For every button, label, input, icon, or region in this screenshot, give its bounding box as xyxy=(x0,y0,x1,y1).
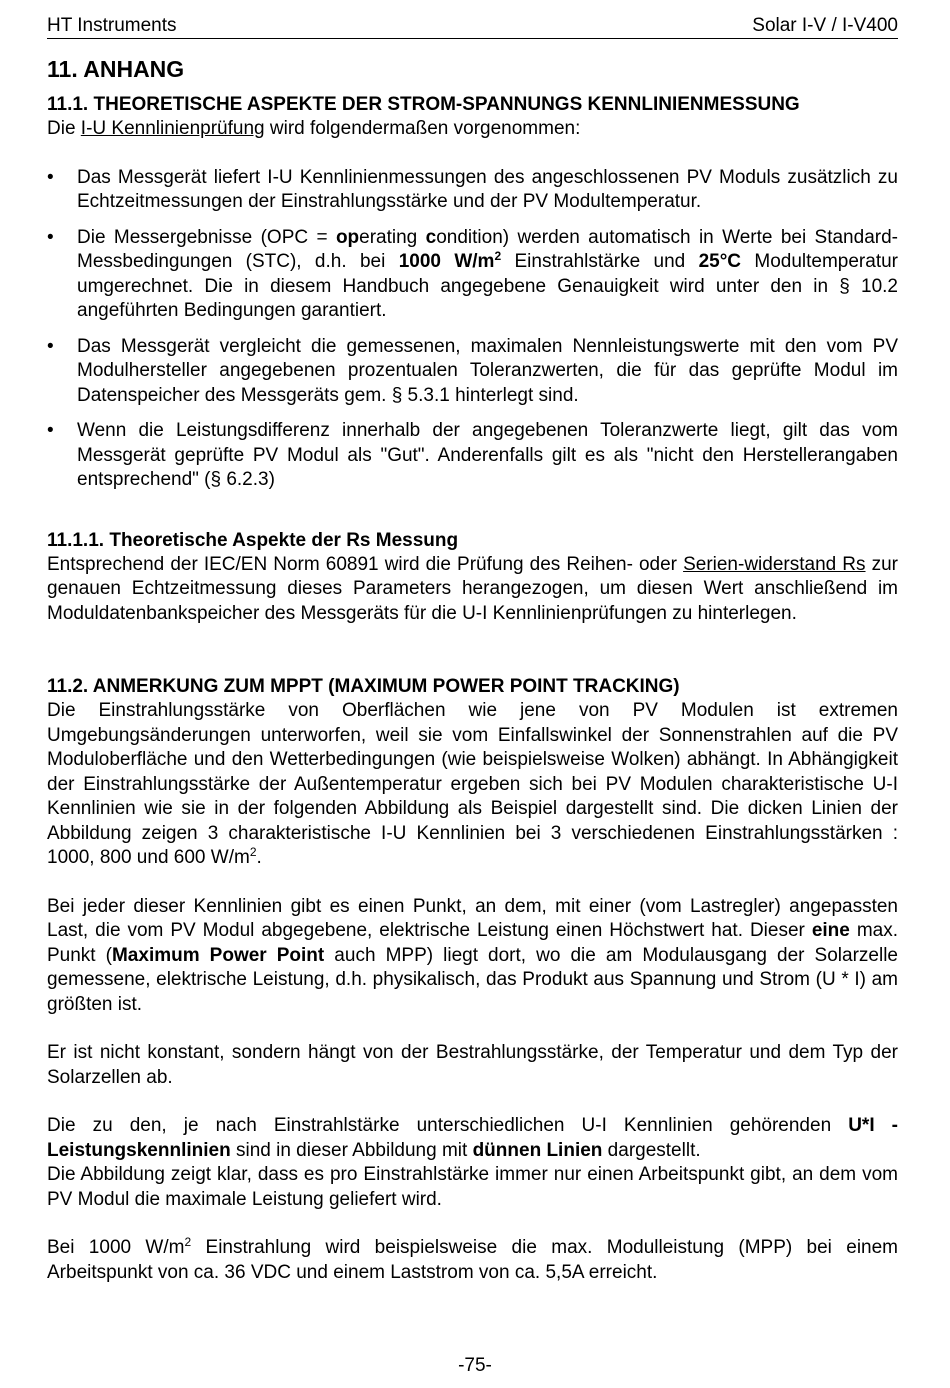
page-number: -75- xyxy=(458,1355,492,1376)
bullet-icon: • xyxy=(47,166,54,188)
bullet-icon: • xyxy=(47,335,54,357)
section-11-1-intro: Die I-U Kennlinienprüfung wird folgendermaßen vorgenommen: xyxy=(47,118,581,139)
header-right: Solar I-V / I-V400 xyxy=(752,15,898,36)
mppt-paragraph-5: Die Abbildung zeigt klar, dass es pro Einstrahlstärke immer nur einen Arbeitspunkt gibt, an dem vom PV Modul die maximale Leistung geliefert wird. xyxy=(47,1164,898,1210)
mppt-paragraph-1: Die Einstrahlungsstärke von Oberflächen wie jene von PV Modulen ist extremen Umgebungsänderungen unterworfen, weil sie vom Einfallswinkel der Sonnenstrahlen auf die PV Moduloberfläche und den Wetterbedingungen (wie beispielsweise Wolken) abhängt. In Abhängigkeit der Einstrahlungsstärke der Außentemperatur ergeben sich bei PV Modulen charakteristische U-I Kennlinien wie sie in der folgenden Abbildung als Beispiel dargestellt sind. Die dicken Linien der Abbildung zeigen 3 charakteristische I-U Kennlinien bei 3 verschiedenen Einstrahlungsstärken : 1000, 800 und 600 $W/m^2$. xyxy=(47,700,898,868)
mppt-paragraph-2: Bei jeder dieser Kennlinien gibt es einen Punkt, an dem, mit einer (vom Lastregler) angepassten Last, die vom PV Modul abgegebene, elektrische Leistung einen Höchstwert hat. Dieser eine max. Punkt (Maximum Power Point auch MPP) liegt dort, wo die am Modulausgang der Solarzelle gemessene, elektrische Leistung, d.h. physikalisch, das Produkt aus Spannung und Strom (U * I) am größten ist. xyxy=(47,895,898,1015)
chapter-title: 11. ANHANG xyxy=(47,56,185,82)
bullet-item-1: • Das Messgerät liefert I-U Kennlinienmessungen des angeschlossenen PV Moduls zusätzlich zu Echtzeitmessungen der Einstrahlungsstärke und der PV Modultemperatur. xyxy=(47,166,898,212)
iu-link-text: I-U Kennlinienprüfung xyxy=(80,118,265,139)
page-header xyxy=(47,14,898,39)
document-page xyxy=(47,14,898,1285)
mppt-paragraph-3: Er ist nicht konstant, sondern hängt von der Bestrahlungsstärke, der Temperatur und dem Typ der Solarzellen ab. xyxy=(47,1042,898,1088)
bullet-icon: • xyxy=(47,420,54,441)
bullet-item-3: • Das Messgerät vergleicht die gemessenen, maximalen Nennleistungswerte mit den vom PV Modulhersteller angegebenen prozentualen Toleranzwerten, die für das geprüfte Modul im Datenspeicher des Messgeräts gem. § 5.3.1 hinterlegt sind. xyxy=(47,335,898,406)
section-11-1-title: 11.1. THEORETISCHE ASPEKTE DER STROM-SPANNUNGS KENNLINIENMESSUNG xyxy=(47,94,800,115)
header-left: HT Instruments xyxy=(47,15,177,36)
mppt-paragraph-4: Die zu den, je nach Einstrahlstärke unterschiedlichen U-I Kennlinien gehörenden U*I - Leistungskennlinien sind in dieser Abbildung mit dünnen Linien dargestellt. xyxy=(47,1115,898,1161)
bullet-item-2: • Die Messergebnisse (OPC = operating condition) werden automatisch in Werte bei Standard-Messbedingungen (STC), d.h. bei 1000 $W/m^2$ Einstrahlstärke und 25°C Modultemperatur umgerechnet. Die in diesem Handbuch angegebene Genauigkeit wird unter den in § 10.2 angeführten Bedingungen garantiert. xyxy=(47,226,898,321)
bullet-item-4: • Wenn die Leistungsdifferenz innerhalb der angegebenen Toleranzwerte liegt, gilt das vom Messgerät geprüfte PV Modul als "Gut". Anderenfalls gilt es als "nicht den Herstellerangaben entsprechend" (§ 6.2.3) xyxy=(47,420,898,490)
section-11-1-1-body: Entsprechend der IEC/EN Norm 60891 wird die Prüfung des Reihen- oder Serien-widerstand Rs zur genauen Echtzeitmessung dieses Parameters herangezogen, um diesen Wert anschließend im Moduldatenbankspeicher des Messgeräts für die U-I Kennlinienprüfungen zu hinterlegen. xyxy=(47,553,898,624)
mppt-paragraph-6: Bei 1000 $W/m^2$ Einstrahlung wird beispielsweise die max. Modulleistung (MPP) bei einem Arbeitspunkt von ca. 36 VDC und einem Laststrom von ca. 5,5A erreicht. xyxy=(47,1235,898,1283)
section-11-1-bullets xyxy=(47,166,898,493)
section-11-1-1-title: 11.1.1. Theoretische Aspekte der Rs Messung xyxy=(47,529,459,551)
bullet-icon: • xyxy=(47,226,54,248)
section-11-2-title: 11.2. ANMERKUNG ZUM MPPT (MAXIMUM POWER POINT TRACKING) xyxy=(47,676,680,697)
